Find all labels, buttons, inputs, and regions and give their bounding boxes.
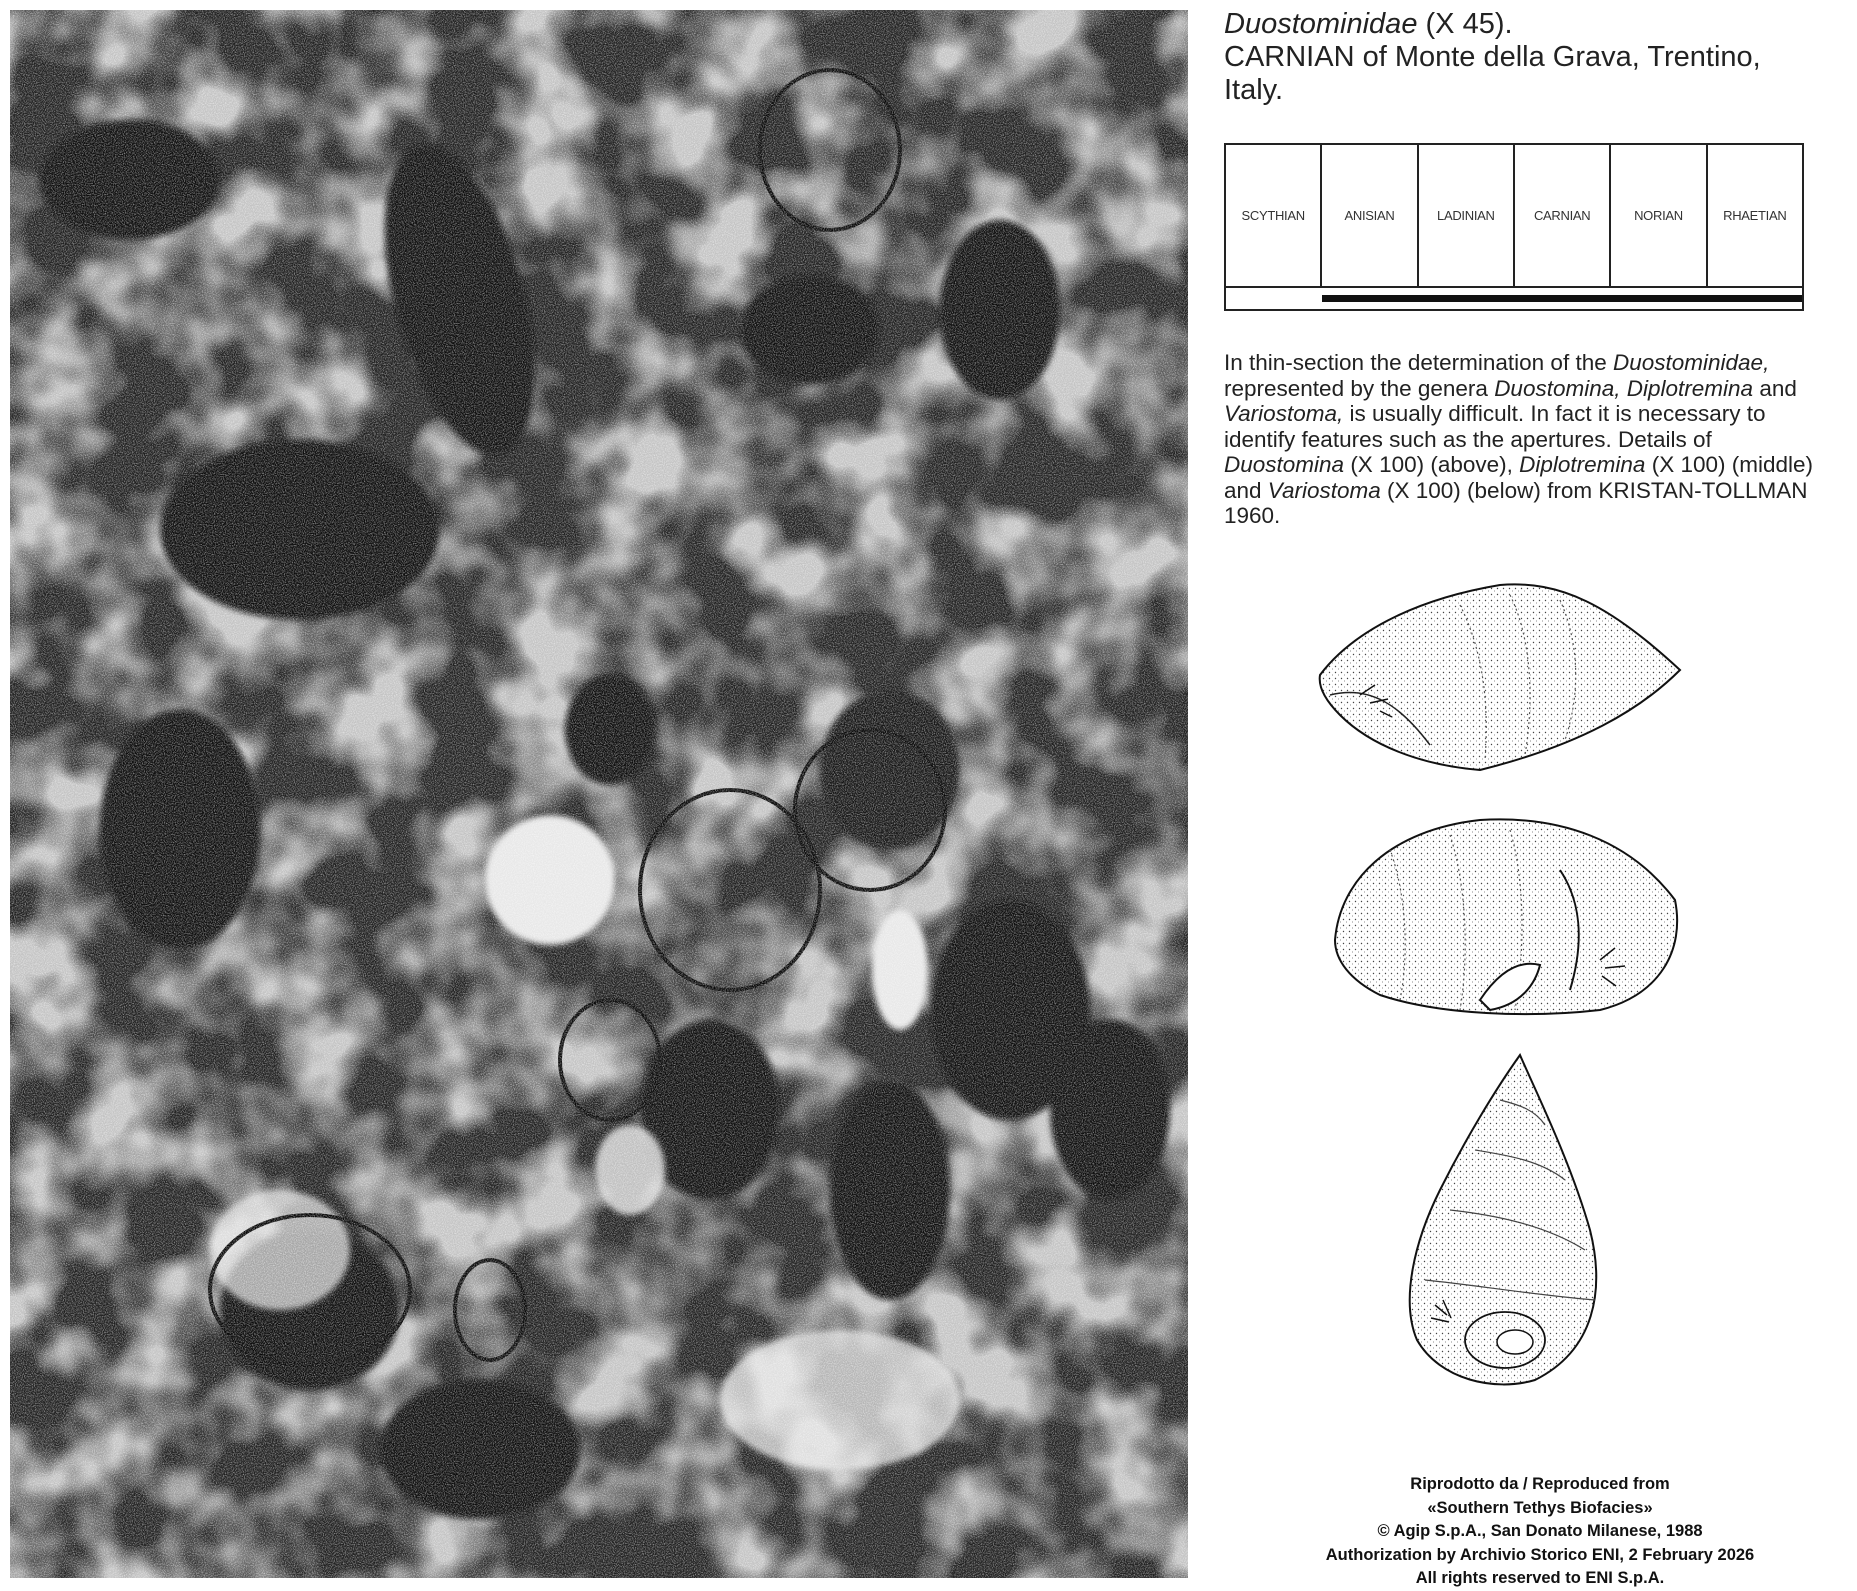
desc-genera: Duostomina, Diplotremina [1494, 375, 1754, 401]
stage-rhaetian: RHAETIAN [1723, 208, 1787, 223]
stage-ladinian: LADINIAN [1419, 145, 1515, 286]
desc-genus-variostoma: Variostoma, [1224, 401, 1344, 426]
desc-text-7: (X 100) (below) from KRISTAN-TOLLMAN 1960. [1224, 477, 1808, 528]
desc-taxon-duostominidae: Duostominidae, [1612, 350, 1770, 375]
desc-text-3: and [1753, 375, 1797, 401]
desc-text-2: represented by the genera [1224, 375, 1495, 401]
credits-block [1280, 1473, 1800, 1591]
stratigraphic-range-table [1224, 143, 1804, 311]
desc-variostoma: Variostoma [1267, 477, 1381, 503]
caption-magnification: (X 45). [1417, 8, 1513, 40]
stage-carnian: CARNIAN [1515, 145, 1611, 286]
caption-taxon: Duostominidae [1224, 8, 1418, 40]
desc-diplotremina: Diplotremina [1519, 452, 1646, 477]
caption-country: Italy. [1224, 74, 1284, 106]
desc-text-5: (X 100) (above), [1344, 452, 1520, 477]
micrograph-image [10, 10, 1188, 1578]
desc-text-1: In thin-section the determination of the [1224, 350, 1613, 375]
desc-text-6: (X 100) (middle) and [1224, 452, 1814, 503]
desc-duostomina: Duostomina [1224, 452, 1345, 477]
credits-line-5: All rights reserved to ENI S.p.A. [1415, 1569, 1665, 1587]
credits-line-1: Riprodotto da / Reproduced from [1410, 1475, 1670, 1493]
stage-norian: NORIAN [1611, 145, 1707, 286]
description-text [1224, 350, 1824, 529]
credits-line-4: Authorization by Archivio Storico ENI, 2 February 2026 [1325, 1545, 1755, 1564]
thin-section-photo [10, 10, 1188, 1578]
variostoma-drawing [1405, 1050, 1610, 1390]
caption-locality: CARNIAN of Monte della Grava, Trentino, [1224, 41, 1761, 73]
duostomina-drawing [1310, 575, 1690, 775]
stage-scythian: SCYTHIAN [1226, 145, 1322, 286]
diplotremina-drawing [1330, 810, 1685, 1020]
figure-caption [1224, 8, 1824, 107]
range-bar [1322, 295, 1802, 302]
credits-line-3: © Agip S.p.A., San Donato Milanese, 1988 [1377, 1522, 1703, 1540]
credits-line-2: «Southern Tethys Biofacies» [1427, 1498, 1653, 1517]
stage-anisian: ANISIAN [1322, 145, 1418, 286]
stage-row [1226, 145, 1802, 288]
desc-text-4: is usually difficult. In fact it is necessary to identify features such as the apertures. Details of [1224, 401, 1766, 452]
